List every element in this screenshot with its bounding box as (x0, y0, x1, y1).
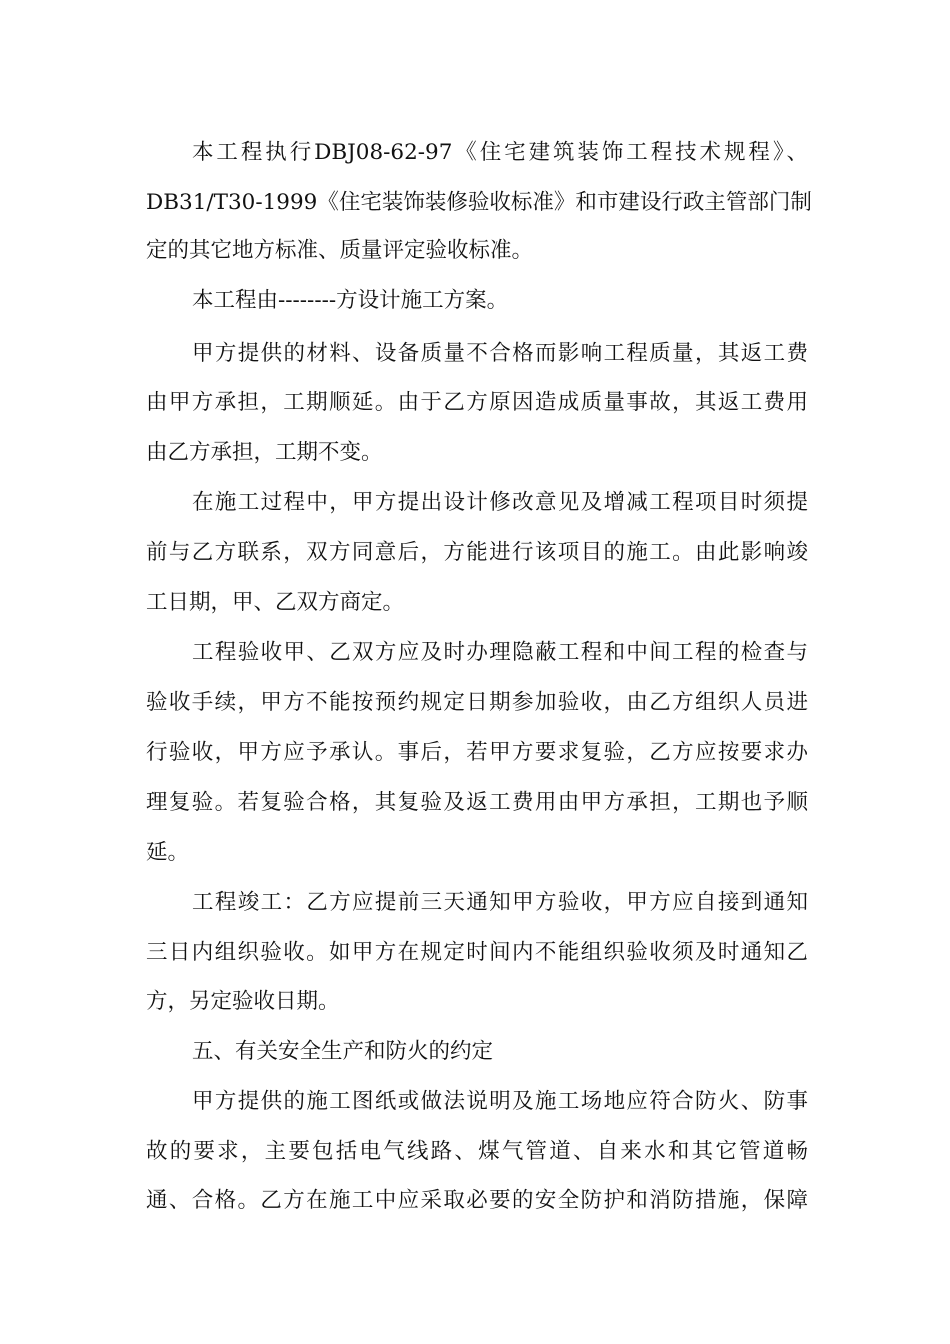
text-line: 本工程执行DBJ08-62-97《住宅建筑装饰工程技术规程》、 (192, 140, 808, 165)
text-line: 方，另定验收日期。 (146, 989, 340, 1014)
text-line: 定的其它地方标准、质量评定验收标准。 (146, 238, 534, 263)
text-line: 工日期，甲、乙双方商定。 (146, 590, 405, 615)
text-line: 三日内组织验收。如甲方在规定时间内不能组织验收须及时通知乙 (146, 940, 808, 965)
text-line: 验收手续，甲方不能按预约规定日期参加验收，由乙方组织人员进 (146, 690, 808, 715)
text-line: 由乙方承担，工期不变。 (146, 440, 383, 465)
text-line: 工程验收甲、乙双方应及时办理隐蔽工程和中间工程的检查与 (192, 640, 808, 665)
text-line: 通、合格。乙方在施工中应采取必要的安全防护和消防措施，保障 (146, 1188, 808, 1213)
section-heading: 五、有关安全生产和防火的约定 (192, 1039, 494, 1064)
text-line: DB31/T30-1999《住宅装饰装修验收标准》和市建设行政主管部门制 (146, 190, 812, 215)
text-line: 工程竣工：乙方应提前三天通知甲方验收，甲方应自接到通知 (192, 890, 808, 915)
text-line: 由甲方承担，工期顺延。由于乙方原因造成质量事故，其返工费用 (146, 390, 808, 415)
text-line: 本工程由--------方设计施工方案。 (192, 288, 509, 313)
text-line: 行验收，甲方应予承认。事后，若甲方要求复验，乙方应按要求办 (146, 740, 808, 765)
text-line: 前与乙方联系，双方同意后，方能进行该项目的施工。由此影响竣 (146, 540, 808, 565)
text-line: 理复验。若复验合格，其复验及返工费用由甲方承担，工期也予顺 (146, 790, 808, 815)
text-line: 延。 (146, 840, 190, 865)
text-line: 甲方提供的施工图纸或做法说明及施工场地应符合防火、防事 (192, 1089, 808, 1114)
text-line: 在施工过程中，甲方提出设计修改意见及增减工程项目时须提 (192, 490, 808, 515)
text-line: 甲方提供的材料、设备质量不合格而影响工程质量，其返工费 (192, 341, 808, 366)
text-line: 故的要求，主要包括电气线路、煤气管道、自来水和其它管道畅 (146, 1139, 808, 1164)
